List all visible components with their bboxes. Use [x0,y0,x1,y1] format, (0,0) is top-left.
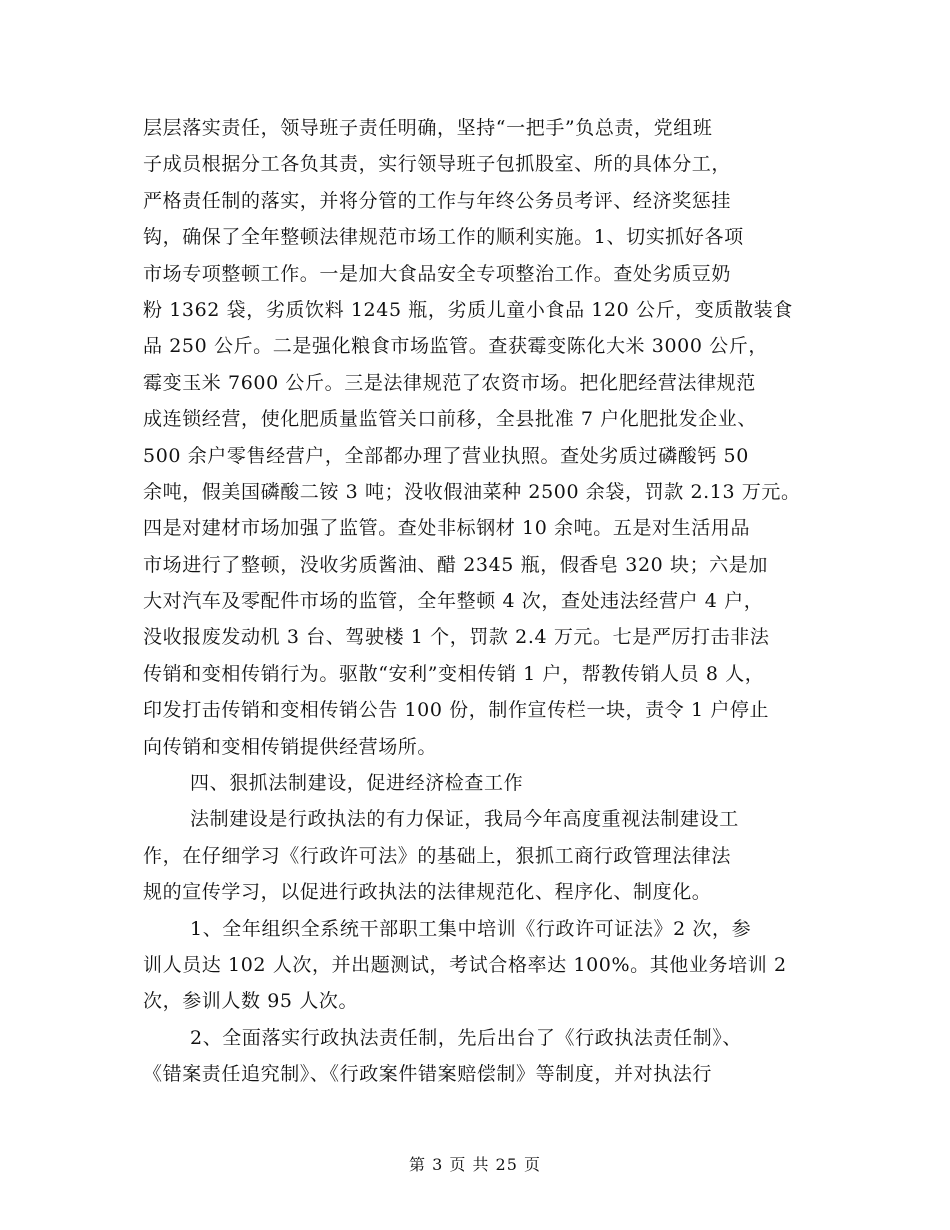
text-line: 传销和变相传销行为。驱散“安利”变相传销 1 户，帮教传销人员 8 人， [143,662,765,685]
text-line: 印发打击传销和变相传销公告 100 份，制作宣传栏一块，责令 1 户停止 [143,699,770,722]
text-line: 余吨，假美国磷酸二铵 3 吨；没收假油菜种 2500 余袋，罚款 2.13 万元。 [143,480,801,503]
text-line: 2、全面落实行政执法责任制，先后出台了《行政执法责任制》、 [190,1026,742,1049]
text-line: 霉变玉米 7600 公斤。三是法律规范了农资市场。把化肥经营法律规范 [143,371,756,394]
text-line: 规的宣传学习，以促进行政执法的法律规范化、程序化、制度化。 [143,881,712,904]
text-line: 子成员根据分工各负其责，实行领导班子包抓股室、所的具体分工， [143,153,732,176]
page-number-footer: 第 3 页 共 25 页 [409,1155,541,1174]
text-line: 四是对建材市场加强了监管。查处非标钢材 10 余吨。五是对生活用品 [143,517,751,540]
text-line: 训人员达 102 人次，并出题测试，考试合格率达 100%。其他业务培训 2 [143,953,787,976]
body-text [143,110,843,1093]
text-line: 500 余户零售经营户，全部都办理了营业执照。查处劣质过磷酸钙 50 [143,444,749,467]
section-heading: 四、狠抓法制建设，促进经济检查工作 [190,772,524,795]
text-line: 向传销和变相传销提供经营场所。 [143,735,438,758]
text-line: 层层落实责任，领导班子责任明确，坚持“一把手”负总责，党组班 [143,117,713,139]
text-line: 次，参训人数 95 人次。 [143,990,359,1013]
text-line: 钩，确保了全年整顿法律规范市场工作的顺利实施。1、切实抓好各项 [143,226,744,249]
text-line: 作，在仔细学习《行政许可法》的基础上，狠抓工商行政管理法律法 [143,844,732,867]
text-line: 没收报废发动机 3 台、驾驶楼 1 个，罚款 2.4 万元。七是严厉打击非法 [143,626,770,649]
text-line: 大对汽车及零配件市场的监管，全年整顿 4 次，查处违法经营户 4 户， [143,590,764,613]
text-line: 市场进行了整顿，没收劣质酱油、醋 2345 瓶，假香皂 320 块；六是加 [143,553,768,576]
text-line: 粉 1362 袋，劣质饮料 1245 瓶，劣质儿童小食品 120 公斤，变质散装食 [143,298,793,321]
text-line: 法制建设是行政执法的有力保证，我局今年高度重视法制建设工 [190,808,739,831]
text-line: 品 250 公斤。二是强化粮食市场监管。查获霉变陈化大米 3000 公斤， [143,335,768,358]
text-line: 严格责任制的落实，并将分管的工作与年终公务员考评、经济奖惩挂 [143,189,732,212]
text-line: 1、全年组织全系统干部职工集中培训《行政许可证法》2 次，参 [190,917,752,940]
text-line: 成连锁经营，使化肥质量监管关口前移，全县批准 7 户化肥批发企业、 [143,408,757,431]
text-line: 《错案责任追究制》、《行政案件错案赔偿制》等制度，并对执法行 [143,1063,713,1086]
text-line: 市场专项整顿工作。一是加大食品安全专项整治工作。查处劣质豆奶 [143,262,732,285]
